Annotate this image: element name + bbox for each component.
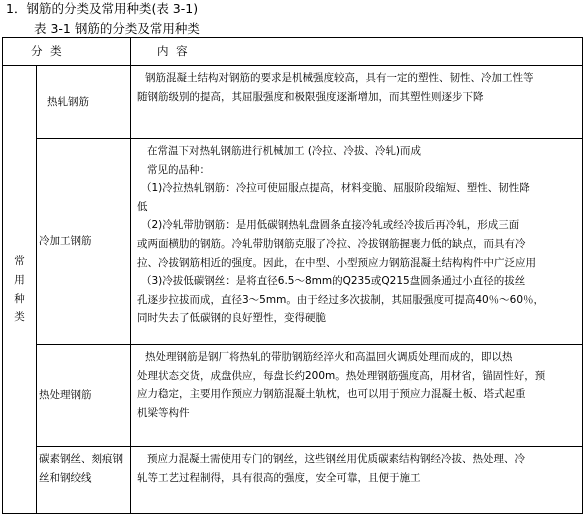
content-line: 拉、冷拔钢筋相近的强度。因此，在中型、小型预应力钢筋混凝土结构构件中广泛应用 <box>137 256 536 269</box>
row-name: 热处理钢筋 <box>37 345 131 447</box>
content-line: 或两面横肋的钢筋。冷轧带肋钢筋克服了冷拉、冷拔钢筋握裹力低的缺点，而具有冷 <box>137 237 526 250</box>
content-line: 在常温下对热轧钢筋进行机械加工 (冷拉、冷拔、冷轧)而成 <box>147 145 422 157</box>
content-line: （2)冷轧带肋钢筋：是用低碳钢热轧盘圆条直接冷轧或经冷拔后再冷轧，形成三面 <box>141 219 520 232</box>
content-line: 常见的品种： <box>147 163 210 176</box>
table-header-row <box>3 38 583 66</box>
content-line: 机梁等构件 <box>137 406 190 419</box>
table-row <box>3 447 583 514</box>
header-content: 内 容 <box>131 38 583 66</box>
content-line: 钢筋混凝土结构对钢筋的要求是机械强度较高，具有一定的塑性、韧性、冷加工性等 <box>145 72 534 84</box>
content-line: 孔逐步拉拔而成，直径3～5mm。由于经过多次拔制，其屈服强度可提高40％～60％， <box>137 293 545 306</box>
content-line: 预应力混凝土需使用专门的钢丝，这些钢丝用优质碳素结构钢经冷拔、热处理、冷 <box>147 453 525 465</box>
group-label-char: 常 <box>14 255 25 268</box>
content-line: 随钢筋级别的提高，其屈服强度和极限强度逐渐增加，而其塑性则逐步下降 <box>137 90 484 103</box>
content-line: 处理状态交货，成盘供应，每盘长约200m。热处理钢筋强度高，用材省，锚固性好，预 <box>137 369 546 382</box>
group-label-char: 种 <box>14 292 25 305</box>
row-content <box>131 447 583 514</box>
content-line: 同时失去了低碳钢的良好塑性，变得硬脆 <box>137 312 326 325</box>
group-label-char: 用 <box>14 273 25 286</box>
content-line: 轧等工艺过程制得，具有很高的强度，安全可靠，且便于施工 <box>137 471 421 484</box>
table-caption: 表 3-1 钢筋的分类及常用种类 <box>34 21 200 36</box>
header-category: 分 类 <box>3 38 131 66</box>
table-row <box>3 139 583 345</box>
content-line: 热处理钢筋是钢厂将热轧的带肋钢筋经淬火和高温回火调质处理而成的，即以热 <box>145 351 513 363</box>
row-name: 热轧钢筋 <box>37 66 131 139</box>
group-label-char: 类 <box>14 311 25 324</box>
content-line: （3)冷拔低碳钢丝：是将直径6.5～8mm的Q235或Q215盘圆条通过小直径的拔丝 <box>141 275 526 288</box>
content-line: 低 <box>137 200 148 213</box>
content-line: （1)冷拉热轧钢筋：冷拉可使屈服点提高，材料变脆、屈服阶段缩短、塑性、韧性降 <box>141 182 530 195</box>
content-line: 应力稳定，主要用作预应力钢筋混凝土轨枕，也可以用于预应力混凝土板、塔式起重 <box>137 388 526 401</box>
row-content <box>131 66 583 139</box>
steel-classification-table <box>2 37 583 514</box>
section-heading: 1．钢筋的分类及常用种类(表 3-1) <box>6 1 199 16</box>
row-name: 冷加工钢筋 <box>37 139 131 345</box>
row-name: 碳素钢丝、刻痕钢丝和钢绞线 <box>37 447 131 514</box>
row-content <box>131 345 583 447</box>
table-row <box>3 345 583 447</box>
table-row <box>3 66 583 139</box>
group-label <box>3 66 37 514</box>
row-content <box>131 139 583 345</box>
